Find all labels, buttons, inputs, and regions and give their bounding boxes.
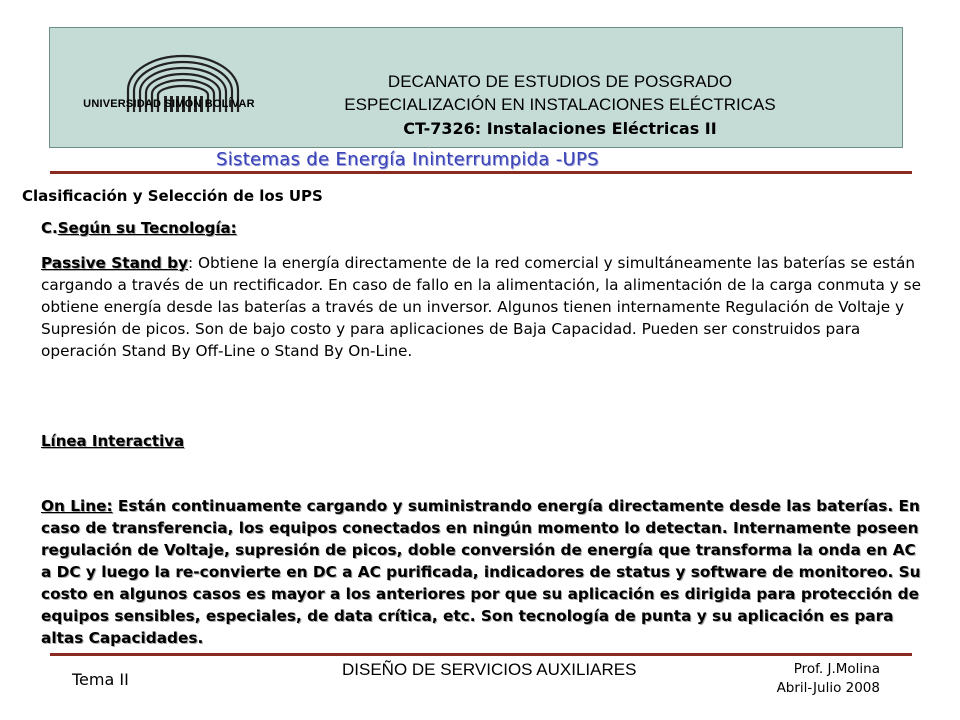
online-text: Están continuamente cargando y suministrando energía directamente desde las baterías. En caso de transferencia, los equipos conectados en ningún momento lo detectan. Internamente poseen regulación de Voltaje, supresión de picos, doble conversión de energía que transforma la onda en AC a DC y luego la re-convierte en DC a AC purificada, indicadores de status y software de monitoreo. Su costo en algunos casos es mayor a los anteriores por que su aplicación es dirigida para protección de equipos sensibles, especiales, de data crítica, etc. Son tecnología de punta y su aplicación es para altas Capacidades. (41, 497, 921, 647)
footer-course: DISEÑO DE SERVICIOS AUXILIARES (342, 660, 637, 679)
passive-standby-text: : Obtiene la energía directamente de la red comercial y simultáneamente las baterías se están cargando a través de un rectificador. En caso de fallo en la alimentación, la alimentación de la carga conmuta y se obtiene energía desde las baterías a través de un inversor. Algunos tienen internamente Regulación de Voltaje y Supresión de picos. Son de bajo costo y para aplicaciones de Baja Capacidad. Pueden ser construidos para operación Stand By Off-Line o Stand By On-Line. (41, 254, 921, 360)
top-divider (50, 171, 912, 174)
online-paragraph (41, 495, 931, 649)
linea-interactiva-heading: Línea Interactiva (41, 432, 185, 450)
header-line-1: DECANATO DE ESTUDIOS DE POSGRADO (387, 72, 733, 91)
header-line-2: ESPECIALIZACIÓN EN INSTALACIONES ELÉCTRICAS (344, 95, 776, 114)
subsection-colon: : (230, 219, 237, 237)
footer-author (777, 660, 880, 698)
university-name: UNIVERSIDAD SIMÓN BOLÍVAR (83, 98, 255, 110)
subsection-label: Según su Tecnología (57, 219, 231, 237)
bottom-divider (50, 653, 912, 656)
footer-topic: Tema II (72, 670, 129, 689)
subsection-prefix: C. (41, 219, 58, 237)
slide-subtitle: Sistemas de Energía Ininterrumpida -UPS (216, 149, 599, 170)
footer-term: Abril-Julio 2008 (776, 680, 880, 696)
footer-professor: Prof. J.Molina (793, 661, 880, 677)
online-term: On Line: (41, 497, 113, 515)
course-title: CT-7326: Instalaciones Eléctricas II (403, 119, 717, 138)
header-banner (49, 27, 903, 148)
subsection-heading (41, 219, 237, 237)
passive-standby-paragraph (41, 252, 921, 362)
passive-standby-term: Passive Stand by (41, 254, 188, 272)
section-title: Clasificación y Selección de los UPS (22, 187, 323, 205)
